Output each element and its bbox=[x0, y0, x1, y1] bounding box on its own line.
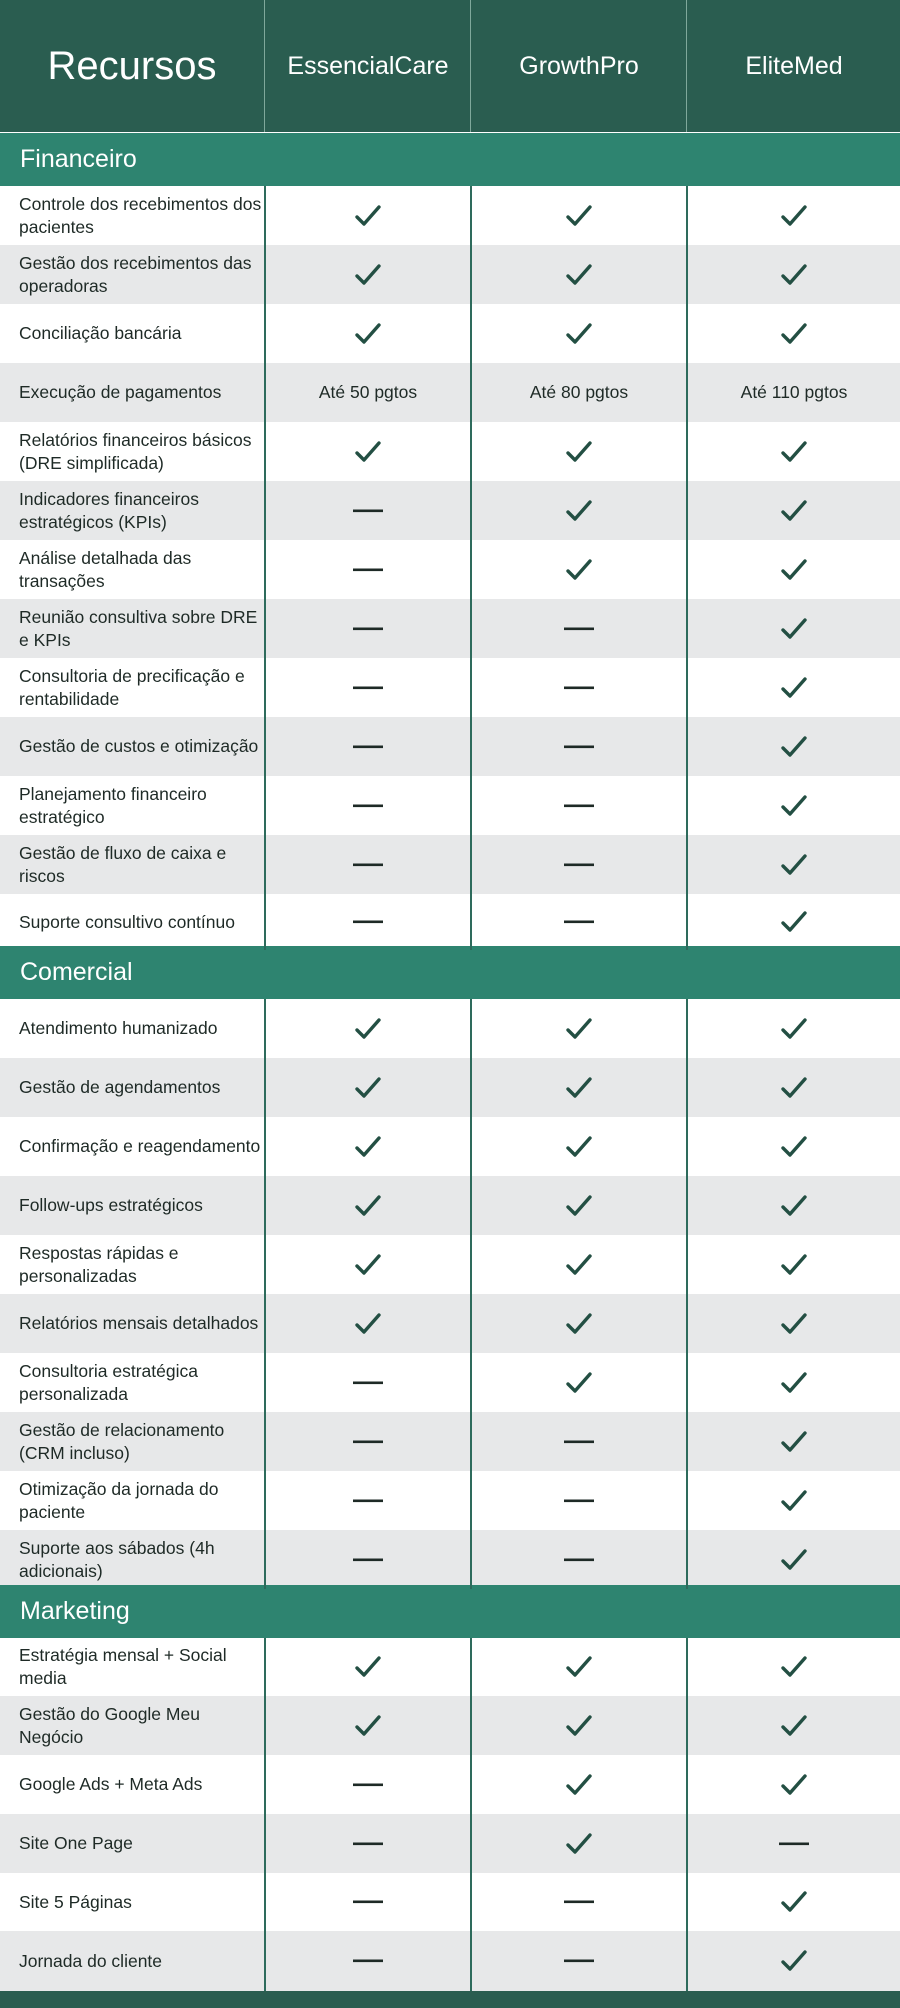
check-icon bbox=[354, 1653, 382, 1681]
check-icon bbox=[565, 438, 593, 466]
plan-cell-essencialcare bbox=[266, 1873, 470, 1931]
plan-cell-elitemed bbox=[688, 1176, 900, 1235]
check-icon bbox=[354, 1133, 382, 1161]
dash-icon bbox=[564, 744, 594, 750]
resources-header: Recursos bbox=[47, 43, 217, 88]
check-icon bbox=[780, 1251, 808, 1279]
check-icon bbox=[780, 1487, 808, 1515]
dash-icon bbox=[353, 685, 383, 691]
plan-cell-essencialcare bbox=[266, 245, 470, 304]
check-icon bbox=[780, 1546, 808, 1574]
plan-cell-essencialcare bbox=[266, 1235, 470, 1294]
plan-cell-growthpro bbox=[472, 1755, 686, 1814]
table-row bbox=[0, 999, 900, 1058]
plan-cell-elitemed bbox=[688, 1412, 900, 1471]
plan-cell-essencialcare bbox=[266, 1696, 470, 1755]
feature-label: Gestão de relacionamento (CRM incluso) bbox=[19, 1419, 225, 1463]
plan-cell-elitemed bbox=[688, 422, 900, 481]
plan-cell-essencialcare bbox=[266, 186, 470, 245]
plan-header-essencialcare: EssencialCare bbox=[287, 51, 449, 80]
check-icon bbox=[565, 1015, 593, 1043]
check-icon bbox=[565, 556, 593, 584]
check-icon bbox=[565, 1771, 593, 1799]
check-icon bbox=[354, 1310, 382, 1338]
feature-label: Suporte aos sábados (4h adicionais) bbox=[19, 1537, 215, 1581]
plan-cell-growthpro bbox=[472, 599, 686, 658]
feature-label: Planejamento financeiro estratégico bbox=[19, 783, 207, 827]
section-header-financeiro bbox=[0, 133, 900, 186]
plan-cell-essencialcare bbox=[266, 1294, 470, 1353]
plan-cell-essencialcare bbox=[266, 1755, 470, 1814]
plan-cell-elitemed bbox=[688, 1696, 900, 1755]
cell-value: Até 50 pgtos bbox=[318, 382, 418, 402]
column-divider bbox=[264, 1638, 266, 1991]
check-icon bbox=[780, 1888, 808, 1916]
check-icon bbox=[780, 261, 808, 289]
feature-label: Relatórios financeiros básicos (DRE simplificada) bbox=[19, 429, 252, 473]
column-divider bbox=[686, 1638, 688, 1991]
dash-icon bbox=[564, 685, 594, 691]
check-icon bbox=[565, 1712, 593, 1740]
table-row bbox=[0, 1814, 900, 1873]
plan-cell-elitemed bbox=[688, 999, 900, 1058]
check-icon bbox=[780, 908, 808, 936]
feature-label: Gestão de agendamentos bbox=[19, 1077, 221, 1097]
check-icon bbox=[565, 202, 593, 230]
dash-icon bbox=[353, 1899, 383, 1905]
check-icon bbox=[780, 1771, 808, 1799]
plan-cell-growthpro bbox=[472, 481, 686, 540]
feature-label: Gestão de custos e otimização bbox=[19, 736, 259, 756]
cell-value: Até 80 pgtos bbox=[529, 382, 629, 402]
check-icon bbox=[565, 1653, 593, 1681]
plan-header-growthpro: GrowthPro bbox=[519, 51, 639, 80]
dash-icon bbox=[564, 1899, 594, 1905]
dash-icon bbox=[353, 1782, 383, 1788]
plan-cell-essencialcare bbox=[266, 422, 470, 481]
check-icon bbox=[780, 674, 808, 702]
column-divider bbox=[264, 0, 265, 132]
plan-cell-elitemed bbox=[688, 186, 900, 245]
check-icon bbox=[354, 202, 382, 230]
feature-label: Atendimento humanizado bbox=[19, 1018, 218, 1038]
column-divider bbox=[470, 999, 472, 1589]
plan-cell-growthpro bbox=[472, 1530, 686, 1589]
check-icon bbox=[565, 1369, 593, 1397]
plan-cell-elitemed bbox=[688, 1814, 900, 1873]
dash-icon bbox=[353, 508, 383, 514]
column-divider bbox=[686, 186, 688, 950]
feature-label: Conciliação bancária bbox=[19, 323, 182, 343]
table-row bbox=[0, 245, 900, 304]
check-icon bbox=[780, 1015, 808, 1043]
table-row bbox=[0, 776, 900, 835]
plan-cell-essencialcare bbox=[266, 835, 470, 894]
plan-cell-essencialcare bbox=[266, 1353, 470, 1412]
table-row bbox=[0, 1412, 900, 1471]
check-icon bbox=[780, 1653, 808, 1681]
check-icon bbox=[780, 1133, 808, 1161]
plan-cell-essencialcare bbox=[266, 894, 470, 950]
feature-label: Consultoria estratégica personalizada bbox=[19, 1360, 198, 1404]
plan-cell-growthpro bbox=[472, 999, 686, 1058]
plan-cell-essencialcare bbox=[266, 1471, 470, 1530]
dash-icon bbox=[564, 1958, 594, 1964]
plan-cell-growthpro bbox=[472, 1235, 686, 1294]
dash-icon bbox=[353, 1958, 383, 1964]
feature-label: Gestão de fluxo de caixa e riscos bbox=[19, 842, 227, 886]
table-row bbox=[0, 304, 900, 363]
feature-label: Análise detalhada das transações bbox=[19, 547, 192, 591]
check-icon bbox=[780, 792, 808, 820]
feature-label: Jornada do cliente bbox=[19, 1950, 163, 1971]
table-row bbox=[0, 894, 900, 950]
plan-cell-elitemed bbox=[688, 776, 900, 835]
check-icon bbox=[780, 1712, 808, 1740]
feature-label: Site 5 Páginas bbox=[19, 1891, 132, 1912]
plan-cell-essencialcare bbox=[266, 776, 470, 835]
check-icon bbox=[780, 851, 808, 879]
plan-cell-growthpro bbox=[472, 1176, 686, 1235]
plan-cell-growthpro bbox=[472, 245, 686, 304]
check-icon bbox=[780, 615, 808, 643]
feature-label: Gestão do Google Meu Negócio bbox=[19, 1703, 200, 1747]
feature-label: Suporte consultivo contínuo bbox=[19, 911, 235, 932]
plan-cell-growthpro bbox=[472, 304, 686, 363]
feature-label: Indicadores financeiros estratégicos (KPIs) bbox=[19, 488, 199, 532]
dash-icon bbox=[564, 626, 594, 632]
column-divider bbox=[470, 186, 472, 950]
table-row bbox=[0, 1755, 900, 1814]
column-divider bbox=[686, 0, 687, 132]
plan-cell-growthpro bbox=[472, 1873, 686, 1931]
plan-cell-essencialcare bbox=[266, 1638, 470, 1696]
plan-cell-essencialcare bbox=[266, 1530, 470, 1589]
plan-cell-essencialcare bbox=[266, 1117, 470, 1176]
table-row bbox=[0, 1931, 900, 1991]
dash-icon bbox=[353, 862, 383, 868]
plan-cell-growthpro bbox=[472, 186, 686, 245]
check-icon bbox=[780, 556, 808, 584]
plan-cell-growthpro bbox=[472, 1814, 686, 1873]
table-row bbox=[0, 1471, 900, 1530]
feature-label: Reunião consultiva sobre DRE e KPIs bbox=[19, 606, 258, 650]
plan-cell-essencialcare bbox=[266, 999, 470, 1058]
plan-cell-essencialcare bbox=[266, 481, 470, 540]
feature-label: Relatórios mensais detalhados bbox=[19, 1313, 259, 1333]
check-icon bbox=[780, 733, 808, 761]
check-icon bbox=[780, 320, 808, 348]
section-header-comercial bbox=[0, 946, 900, 999]
plan-cell-essencialcare bbox=[266, 1931, 470, 1991]
dash-icon bbox=[564, 1439, 594, 1445]
feature-label: Estratégia mensal + Social media bbox=[19, 1645, 227, 1688]
plan-cell-essencialcare bbox=[266, 1412, 470, 1471]
dash-icon bbox=[353, 1841, 383, 1847]
feature-label: Otimização da jornada do paciente bbox=[19, 1478, 219, 1522]
plan-cell-elitemed bbox=[688, 481, 900, 540]
plan-cell-growthpro bbox=[472, 776, 686, 835]
feature-label: Consultoria de precificação e rentabilidade bbox=[19, 665, 245, 709]
plan-cell-growthpro bbox=[472, 1696, 686, 1755]
column-divider bbox=[264, 186, 266, 950]
section-title: Marketing bbox=[20, 1597, 130, 1625]
feature-label: Gestão dos recebimentos das operadoras bbox=[19, 252, 252, 296]
table-row bbox=[0, 481, 900, 540]
check-icon bbox=[565, 1192, 593, 1220]
dash-icon bbox=[353, 744, 383, 750]
table-row bbox=[0, 1058, 900, 1117]
plan-cell-elitemed bbox=[688, 245, 900, 304]
plan-cell-elitemed bbox=[688, 1117, 900, 1176]
check-icon bbox=[354, 320, 382, 348]
table-row bbox=[0, 363, 900, 422]
plan-cell-elitemed bbox=[688, 894, 900, 950]
table-row bbox=[0, 1696, 900, 1755]
plan-cell-growthpro bbox=[472, 1294, 686, 1353]
check-icon bbox=[565, 1830, 593, 1858]
plan-cell-essencialcare bbox=[266, 304, 470, 363]
check-icon bbox=[565, 1251, 593, 1279]
dash-icon bbox=[353, 1498, 383, 1504]
table-row bbox=[0, 717, 900, 776]
plan-cell-essencialcare bbox=[266, 717, 470, 776]
section-title: Comercial bbox=[20, 958, 133, 986]
plan-cell-elitemed bbox=[688, 658, 900, 717]
dash-icon bbox=[353, 803, 383, 809]
plan-cell-elitemed bbox=[688, 1755, 900, 1814]
feature-label: Follow-ups estratégicos bbox=[19, 1195, 203, 1215]
dash-icon bbox=[564, 1557, 594, 1563]
dash-icon bbox=[353, 1557, 383, 1563]
plan-cell-elitemed bbox=[688, 1353, 900, 1412]
plan-cell-essencialcare bbox=[266, 658, 470, 717]
plan-header-elitemed: EliteMed bbox=[745, 51, 843, 80]
plan-cell-elitemed bbox=[688, 1873, 900, 1931]
check-icon bbox=[780, 1310, 808, 1338]
check-icon bbox=[354, 1074, 382, 1102]
plan-cell-growthpro bbox=[472, 835, 686, 894]
dash-icon bbox=[779, 1841, 809, 1847]
check-icon bbox=[354, 438, 382, 466]
table-row bbox=[0, 1176, 900, 1235]
plan-cell-elitemed bbox=[688, 717, 900, 776]
dash-icon bbox=[564, 919, 594, 925]
check-icon bbox=[565, 1074, 593, 1102]
plan-cell-elitemed bbox=[688, 599, 900, 658]
section-header-marketing bbox=[0, 1585, 900, 1638]
dash-icon bbox=[353, 919, 383, 925]
plan-cell-elitemed bbox=[688, 1530, 900, 1589]
table-row bbox=[0, 1353, 900, 1412]
plan-cell-elitemed bbox=[688, 1638, 900, 1696]
plan-cell-growthpro bbox=[472, 658, 686, 717]
dash-icon bbox=[353, 1439, 383, 1445]
dash-icon bbox=[353, 567, 383, 573]
plan-cell-essencialcare bbox=[266, 599, 470, 658]
table-header bbox=[0, 0, 900, 132]
table-row bbox=[0, 1873, 900, 1931]
check-icon bbox=[565, 497, 593, 525]
plan-cell-elitemed bbox=[688, 1471, 900, 1530]
column-divider bbox=[686, 999, 688, 1589]
table-row bbox=[0, 1235, 900, 1294]
plan-cell-essencialcare bbox=[266, 540, 470, 599]
table-row bbox=[0, 1530, 900, 1589]
plan-cell-essencialcare bbox=[266, 1814, 470, 1873]
table-row bbox=[0, 540, 900, 599]
table-row bbox=[0, 1117, 900, 1176]
plan-cell-growthpro bbox=[472, 1058, 686, 1117]
feature-label: Confirmação e reagendamento bbox=[19, 1136, 261, 1156]
plan-cell-growthpro bbox=[472, 422, 686, 481]
plan-cell-elitemed bbox=[688, 1235, 900, 1294]
table-footer-bar bbox=[0, 1991, 900, 2008]
check-icon bbox=[565, 261, 593, 289]
column-divider bbox=[470, 1638, 472, 1991]
plan-cell-growthpro bbox=[472, 1638, 686, 1696]
plan-cell-elitemed bbox=[688, 1058, 900, 1117]
plan-cell-growthpro bbox=[472, 1117, 686, 1176]
check-icon bbox=[780, 1369, 808, 1397]
check-icon bbox=[780, 497, 808, 525]
check-icon bbox=[780, 202, 808, 230]
plan-cell-elitemed bbox=[688, 540, 900, 599]
feature-label: Google Ads + Meta Ads bbox=[19, 1774, 203, 1794]
plan-cell-elitemed bbox=[688, 1931, 900, 1991]
dash-icon bbox=[353, 1380, 383, 1386]
table-row bbox=[0, 599, 900, 658]
table-row bbox=[0, 186, 900, 245]
plan-cell-essencialcare bbox=[266, 363, 470, 422]
check-icon bbox=[354, 261, 382, 289]
plan-cell-elitemed bbox=[688, 1294, 900, 1353]
check-icon bbox=[354, 1192, 382, 1220]
check-icon bbox=[780, 438, 808, 466]
plan-cell-elitemed bbox=[688, 304, 900, 363]
check-icon bbox=[780, 1947, 808, 1975]
plan-cell-essencialcare bbox=[266, 1176, 470, 1235]
check-icon bbox=[780, 1192, 808, 1220]
plan-cell-growthpro bbox=[472, 1353, 686, 1412]
table-row bbox=[0, 658, 900, 717]
check-icon bbox=[354, 1251, 382, 1279]
dash-icon bbox=[353, 626, 383, 632]
plan-cell-growthpro bbox=[472, 717, 686, 776]
check-icon bbox=[565, 1310, 593, 1338]
check-icon bbox=[565, 320, 593, 348]
cell-value: Até 110 pgtos bbox=[740, 382, 848, 402]
feature-label: Site One Page bbox=[19, 1833, 133, 1853]
column-divider bbox=[264, 999, 266, 1589]
feature-label: Respostas rápidas e personalizadas bbox=[19, 1242, 179, 1286]
check-icon bbox=[565, 1133, 593, 1161]
feature-label: Execução de pagamentos bbox=[19, 382, 222, 402]
table-row bbox=[0, 1638, 900, 1696]
check-icon bbox=[354, 1712, 382, 1740]
plan-cell-growthpro bbox=[472, 1412, 686, 1471]
plan-cell-growthpro bbox=[472, 540, 686, 599]
dash-icon bbox=[564, 1498, 594, 1504]
plan-cell-essencialcare bbox=[266, 1058, 470, 1117]
table-row bbox=[0, 835, 900, 894]
plan-cell-growthpro bbox=[472, 363, 686, 422]
plan-cell-growthpro bbox=[472, 894, 686, 950]
dash-icon bbox=[564, 803, 594, 809]
column-divider bbox=[470, 0, 471, 132]
feature-label: Controle dos recebimentos dos pacientes bbox=[19, 193, 262, 237]
table-row bbox=[0, 1294, 900, 1353]
plan-cell-growthpro bbox=[472, 1931, 686, 1991]
check-icon bbox=[780, 1074, 808, 1102]
table-row bbox=[0, 422, 900, 481]
dash-icon bbox=[564, 862, 594, 868]
plan-cell-growthpro bbox=[472, 1471, 686, 1530]
plan-cell-elitemed bbox=[688, 363, 900, 422]
check-icon bbox=[780, 1428, 808, 1456]
check-icon bbox=[354, 1015, 382, 1043]
plan-cell-elitemed bbox=[688, 835, 900, 894]
section-title: Financeiro bbox=[20, 145, 137, 173]
